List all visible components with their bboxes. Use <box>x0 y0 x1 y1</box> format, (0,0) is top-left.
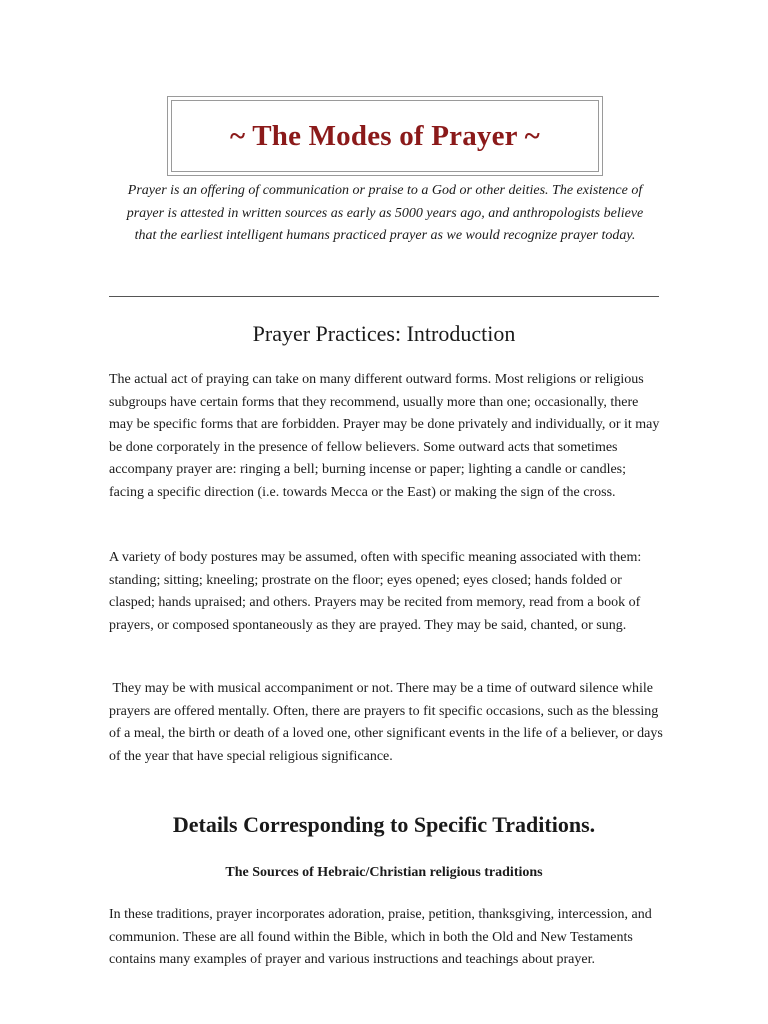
title-box <box>167 96 603 176</box>
body-paragraph-2: A variety of body postures may be assumed, often with specific meaning associated with them: standing; sitting; kneeling; prostrate on the floor; eyes opened; eyes closed; hands folded or clasped; hands upraised; and others. Prayers may be recited from memory, read from a book of prayers, or composed spontaneously as they are prayed. They may be said, chanted, or sung. <box>109 550 642 633</box>
subheading-hebraic-christian: The Sources of Hebraic/Christian religious traditions <box>225 865 543 880</box>
title-box-inner <box>171 100 599 172</box>
intro-paragraph: Prayer is an offering of communication or praise to a God or other deities. The existence of prayer is attested in written sources as early as 5000 years ago, and anthropologists believe that the earliest intelligent humans practiced prayer as we would recognize prayer today. <box>126 183 644 243</box>
page-title: ~ The Modes of Prayer ~ <box>230 119 540 152</box>
section-heading-introduction: Prayer Practices: Introduction <box>252 321 516 346</box>
body-paragraph-1: The actual act of praying can take on many different outward forms. Most religions or religious subgroups have certain forms that they recommend, usually more than one; occasionally, there may be specific forms that are forbidden. Prayer may be done privately and individually, or it may be done corporately in the presence of fellow believers. Some outward acts that sometimes accompany prayer are: ringing a bell; burning incense or paper; lighting a candle or candles; facing a specific direction (i.e. towards Mecca or the East) or making the sign of the cross. <box>109 372 660 500</box>
section-heading-traditions: Details Corresponding to Specific Traditions. <box>172 812 596 837</box>
body-paragraph-4: In these traditions, prayer incorporates adoration, praise, petition, thanksgiving, intercession, and communion. These are all found within the Bible, which in both the Old and New Testaments contains many examples of prayer and various instructions and teachings about prayer. <box>109 907 652 967</box>
body-paragraph-3: They may be with musical accompaniment or not. There may be a time of outward silence while prayers are offered mentally. Often, there are prayers to fit specific occasions, such as the blessing of a meal, the birth or death of a loved one, other significant events in the life of a believer, or days of the year that have special religious significance. <box>109 681 667 764</box>
horizontal-divider <box>109 296 659 297</box>
